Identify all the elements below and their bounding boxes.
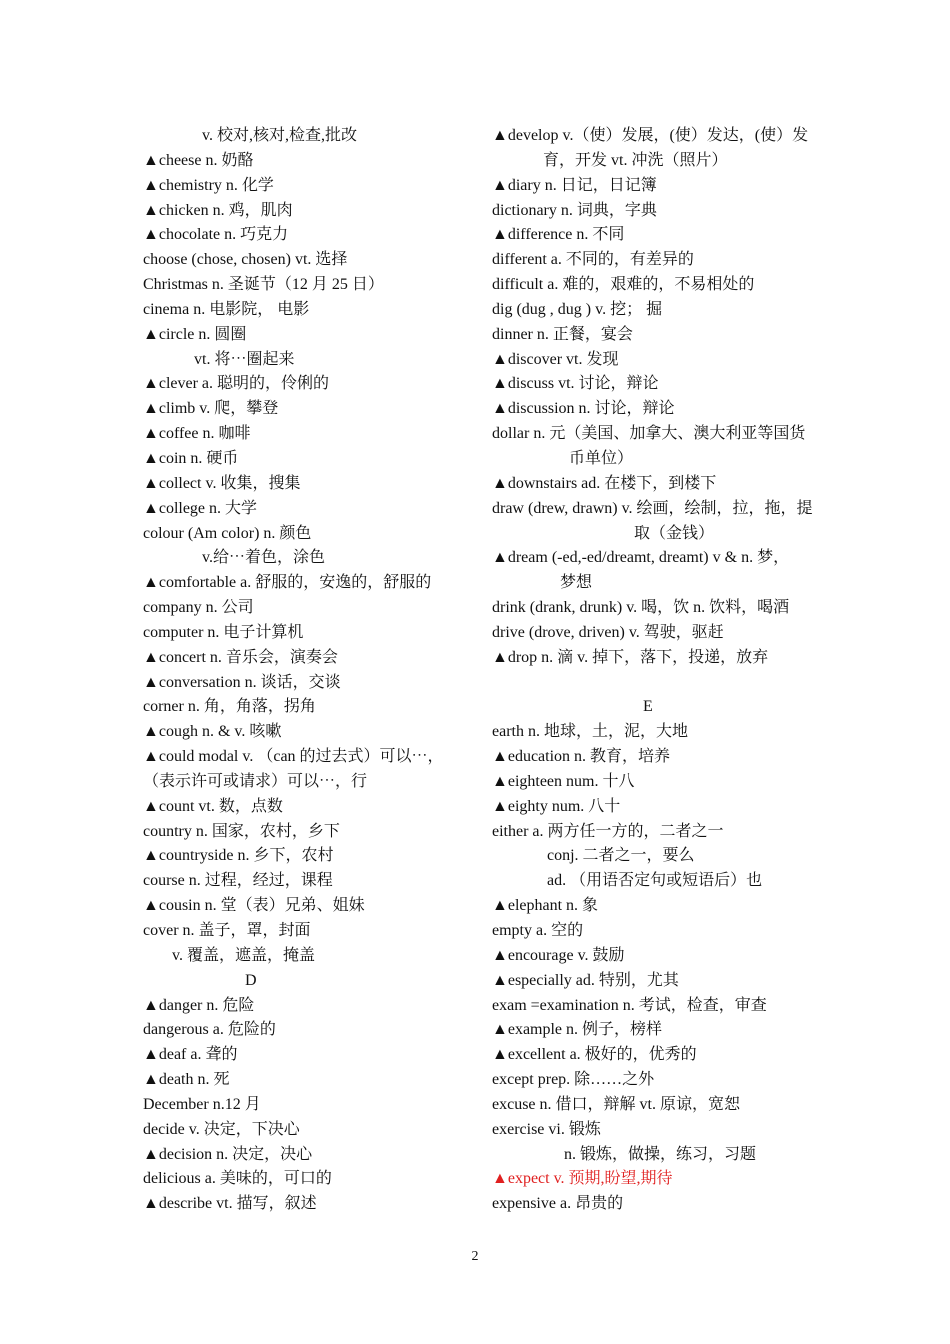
vocab-entry: earth n. 地球，土，泥，大地 [492,723,688,741]
vocab-entry: ▲cough n. & v. 咳嗽 [143,723,282,741]
vocab-entry: ▲cousin n. 堂（表）兄弟、姐妹 [143,897,365,915]
vocab-entry: country n. 国家，农村，乡下 [143,822,340,840]
vocab-entry: ▲example n. 例子，榜样 [492,1021,663,1039]
vocab-entry: excuse n. 借口，辩解 vt. 原谅，宽恕 [492,1095,740,1113]
vocab-entry: ▲diary n. 日记，日记簿 [492,176,657,194]
vocab-entry: ▲elephant n. 象 [492,897,599,915]
vocab-entry: drink (drank, drunk) v. 喝，饮 n. 饮料，喝酒 [492,599,790,617]
vocab-entry: 育，开发 vt. 冲洗（照片） [543,151,728,169]
vocab-entry: ▲chicken n. 鸡，肌肉 [143,201,293,219]
vocab-entry: draw (drew, drawn) v. 绘画，绘制，拉，拖，提 [492,499,813,517]
vocab-entry: ▲danger n. 危险 [143,996,255,1014]
vocab-entry: （表示许可或请求）可以⋯，行 [143,772,368,790]
vocab-entry: v. 覆盖，遮盖，掩盖 [172,946,315,964]
vocab-entry: ▲expect v. 预期,盼望,期待 [492,1170,673,1188]
vocab-entry: ▲concert n. 音乐会，演奏会 [143,648,338,666]
vocab-entry: course n. 过程，经过，课程 [143,872,333,890]
vocab-entry: ▲chocolate n. 巧克力 [143,226,289,244]
vocab-entry: v.给⋯着色，涂色 [202,549,325,567]
vocab-entry: ▲difference n. 不同 [492,226,625,244]
vocab-entry: ▲decision n. 决定，决心 [143,1145,313,1163]
vocab-entry: ▲dream (-ed,-ed/dreamt, dreamt) v & n. 梦， [492,549,790,567]
vocab-entry: ▲count vt. 数，点数 [143,797,283,815]
vocab-entry: ▲coin n. 硬币 [143,449,239,467]
vocab-entry: ▲discover vt. 发现 [492,350,619,368]
vocab-entry: ▲countryside n. 乡下，农村 [143,847,334,865]
vocab-entry: ▲deaf a. 聋的 [143,1046,238,1064]
vocab-entry: either a. 两方任一方的，二者之一 [492,822,724,840]
vocab-entry: expensive a. 昂贵的 [492,1195,624,1213]
vocab-entry: ▲comfortable a. 舒服的，安逸的，舒服的 [143,574,432,592]
vocab-entry: dinner n. 正餐，宴会 [492,325,633,343]
vocab-entry: 取（金钱） [634,524,715,542]
vocab-entry: dollar n. 元（美国、加拿大、澳大利亚等国货 [492,425,806,443]
vocab-entry: computer n. 电子计算机 [143,623,304,641]
vocab-entry: ▲eighty num. 八十 [492,797,621,815]
vocab-entry: Christmas n. 圣诞节（12 月 25 日） [143,276,384,294]
vocab-entry: colour (Am color) n. 颜色 [143,524,312,542]
vocab-entry: dictionary n. 词典，字典 [492,201,657,219]
vocab-entry: ▲excellent a. 极好的，优秀的 [492,1046,697,1064]
vocab-entry: ▲education n. 教育，培养 [492,748,671,766]
vocab-entry: corner n. 角，角落，拐角 [143,698,316,716]
vocab-entry: ▲encourage v. 鼓励 [492,946,625,964]
vocab-entry: cover n. 盖子，罩，封面 [143,922,311,939]
left-column [143,124,473,1217]
vocab-entry: conj. 二者之一，要么 [547,847,695,865]
vocab-entry: ▲eighteen num. 十八 [492,772,635,790]
vocab-entry: ad. （用语否定句或短语后）也 [547,872,763,890]
vocab-entry: dig (dug , dug ) v. 挖； 掘 [492,300,663,318]
vocab-entry: difficult a. 难的，艰难的，不易相处的 [492,276,755,294]
vocab-entry: delicious a. 美味的，可口的 [143,1170,332,1188]
vocab-entry: ▲downstairs ad. 在楼下，到楼下 [492,474,717,492]
vocab-entry: v. 校对,核对,检查,批改 [202,127,357,144]
vocab-entry: ▲circle n. 圆圈 [143,325,247,343]
vocab-entry: D [245,971,257,989]
vocab-entry: empty a. 空的 [492,922,584,939]
vocab-entry: ▲discussion n. 讨论，辩论 [492,400,675,418]
vocab-entry: ▲cheese n. 奶酪 [143,151,254,169]
vocab-entry: ▲especially ad. 特别，尤其 [492,971,679,989]
vocab-entry: E [643,698,653,716]
vocab-entry: ▲describe vt. 描写，叙述 [143,1195,317,1213]
right-column [492,124,822,1217]
vocab-entry: ▲discuss vt. 讨论，辩论 [492,375,659,393]
vocab-entry: ▲coffee n. 咖啡 [143,425,251,443]
vocab-entry: ▲chemistry n. 化学 [143,176,274,194]
vocab-entry: decide v. 决定，下决心 [143,1120,300,1138]
vocab-entry: 币单位） [569,449,634,467]
vocab-entry: drive (drove, driven) v. 驾驶，驱赶 [492,623,724,641]
vocab-entry: cinema n. 电影院， 电影 [143,300,310,318]
vocab-entry: choose (chose, chosen) vt. 选择 [143,251,348,269]
vocab-entry: ▲develop v.（使）发展，(使）发达，(使）发 [492,127,809,144]
vocab-entry: ▲collect v. 收集，搜集 [143,474,301,492]
blank-line [492,671,822,696]
vocab-entry: except prep. 除……之外 [492,1071,655,1089]
vocab-entry: ▲drop n. 滴 v. 掉下，落下，投递，放弃 [492,648,769,666]
vocab-entry: ▲death n. 死 [143,1071,230,1089]
page-number: 2 [471,1249,479,1264]
vocab-entry: ▲clever a. 聪明的，伶俐的 [143,375,330,393]
vocab-entry: n. 锻炼，做操，练习，习题 [564,1145,757,1163]
vocab-entry: December n.12 月 [143,1095,261,1113]
vocab-entry: ▲college n. 大学 [143,499,258,517]
vocab-entry: vt. 将⋯圈起来 [194,350,295,368]
vocab-entry: dangerous a. 危险的 [143,1021,276,1039]
vocab-entry: exam =examination n. 考试，检查，审查 [492,996,767,1014]
vocab-entry: ▲could modal v. （can 的过去式）可以⋯， [143,748,444,766]
vocab-entry: exercise vi. 锻炼 [492,1120,601,1138]
vocab-entry: 梦想 [560,574,593,592]
vocab-entry: ▲climb v. 爬，攀登 [143,400,279,418]
vocab-entry: company n. 公司 [143,599,254,617]
vocab-entry: ▲conversation n. 谈话，交谈 [143,673,341,691]
vocab-entry: different a. 不同的，有差异的 [492,251,694,269]
